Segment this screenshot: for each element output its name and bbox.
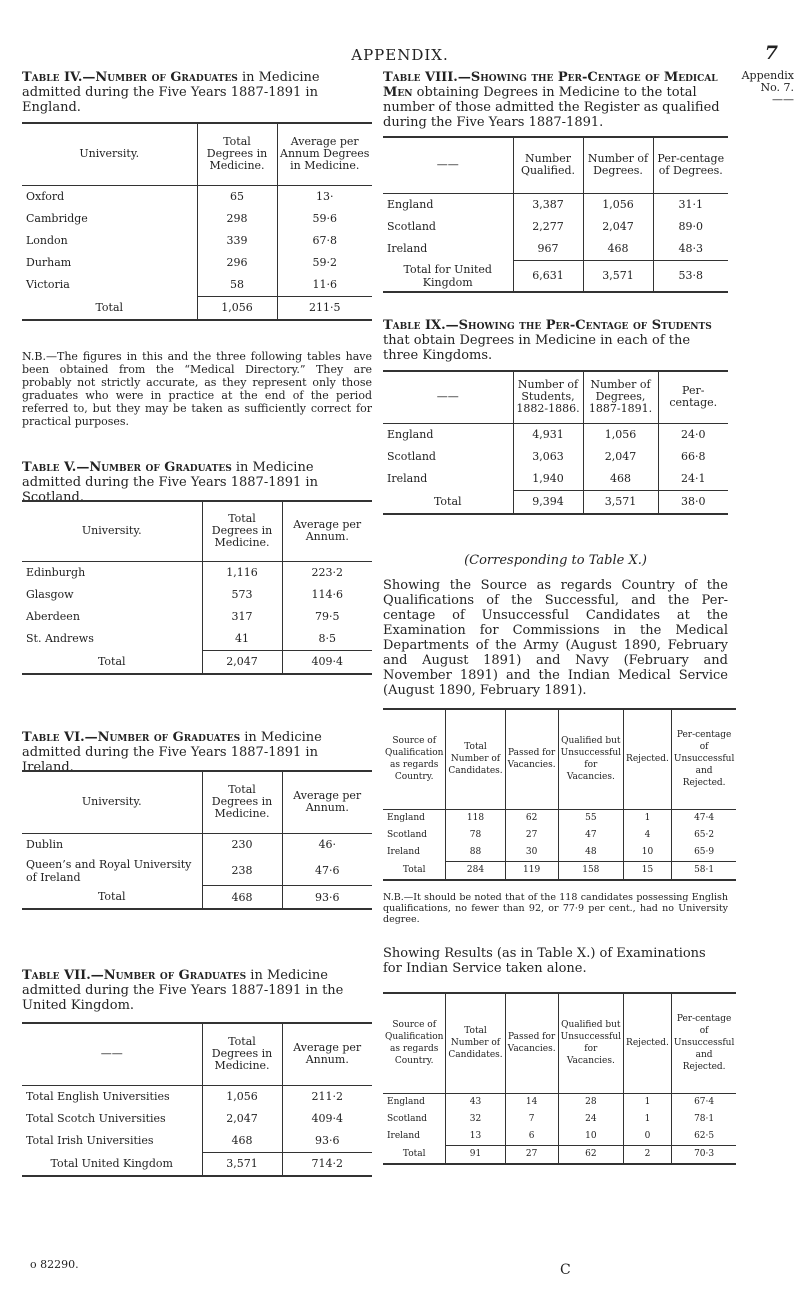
- page-header-appendix: APPENDIX.: [351, 46, 449, 64]
- table-row: [22, 628, 372, 651]
- column-header: University.: [22, 501, 202, 561]
- table-row: [22, 1108, 372, 1130]
- table-cell: 24·0: [658, 423, 728, 446]
- table-cell: 62: [505, 809, 558, 827]
- table-cell: 38·0: [658, 490, 728, 514]
- column-header: Total Number of Candidates.: [446, 993, 505, 1093]
- table5-caption-rest: in Medicine admitted during the Five Years 1887-1891 in Scotland.: [22, 460, 318, 505]
- table-cell: 67·4: [671, 1093, 736, 1111]
- table-cell: 67·8: [277, 230, 372, 252]
- table-cell: 573: [202, 584, 282, 606]
- table-cell: 468: [202, 886, 282, 910]
- table-cell: 119: [505, 861, 558, 880]
- table-cell: 48·3: [653, 238, 728, 261]
- column-header: ——: [383, 371, 513, 423]
- table-cell: England: [387, 813, 425, 823]
- table-cell: 62: [558, 1145, 623, 1164]
- showing-source-text: Showing the Source as regards Country of the Qualifications of the Successful, and the Per-centage of Unsuccessful Candidates at the Examination for Commissions in the Medical Departments of the Army (August 1890, February and August 1891) and Navy (February and November 1891) and the Indian Medical Service (August 1890, February 1891).: [383, 578, 728, 698]
- table-cell: Total Irish Universities: [26, 1134, 154, 1148]
- table-cell: 58: [197, 274, 277, 297]
- table-cell: Durham: [26, 256, 72, 269]
- column-header: Rejected.: [624, 709, 672, 809]
- table-cell: 1,056: [197, 296, 277, 320]
- table-cell: Ireland: [387, 242, 428, 256]
- table-cell: 10: [624, 844, 672, 862]
- table-cell: 7: [505, 1111, 558, 1128]
- table-total-row: [383, 490, 728, 514]
- table-cell: 3,063: [513, 446, 583, 468]
- table-cell: 2,277: [513, 216, 583, 238]
- table-row: [383, 844, 736, 862]
- table9-caption-rest: that obtain Degrees in Medicine in each of the three Kingdoms.: [383, 333, 691, 363]
- table-cell: 3,571: [583, 490, 658, 514]
- table-total-row: [22, 296, 372, 320]
- table7-caption-label: Table VII.—Number of Graduates: [22, 968, 247, 983]
- table10b: [383, 992, 736, 1165]
- table-cell: England: [387, 1097, 425, 1107]
- table5: [22, 500, 372, 675]
- column-header: Number of Students, 1882-1886.: [513, 371, 583, 423]
- table4: [22, 122, 372, 321]
- table-row: [22, 1130, 372, 1153]
- table-header-row: [383, 137, 728, 193]
- table-cell: 1,056: [583, 193, 653, 216]
- table-cell: 967: [513, 238, 583, 261]
- table-row: [383, 193, 728, 216]
- side-label-line2: No. 7.: [760, 81, 794, 94]
- column-header: Average per Annum.: [282, 771, 372, 833]
- table-cell: 409·4: [282, 650, 372, 674]
- print-code: o 82290.: [30, 1258, 79, 1271]
- table-cell: Total: [433, 494, 462, 508]
- table-cell: 65·2: [671, 827, 736, 844]
- table-cell: 714·2: [282, 1152, 372, 1176]
- table-cell: 230: [202, 833, 282, 856]
- table-cell: 118: [446, 809, 505, 827]
- table-row: [383, 238, 728, 261]
- table8-caption-label: Table VIII.—Showing the Per-Centage of Medical Men: [383, 70, 718, 100]
- note-medical-directory: N.B.—The figures in this and the three following tables have been obtained from the “Medical Directory.” They are probably not strictly accurate, as they represent only those graduates who were in practice at the end of the period referred to, but they may be taken as sufficiently correct for practical purposes.: [22, 350, 372, 428]
- table-cell: 8·5: [282, 628, 372, 651]
- table-header-row: [383, 709, 736, 809]
- table-header-row: [22, 501, 372, 561]
- table-cell: Scotland: [387, 450, 436, 463]
- table-cell: 32: [446, 1111, 505, 1128]
- table-cell: 30: [505, 844, 558, 862]
- table-cell: 93·6: [282, 886, 372, 910]
- table-cell: 41: [202, 628, 282, 651]
- table-cell: 2: [624, 1145, 672, 1164]
- column-header: Total Degrees in Medicine.: [202, 501, 282, 561]
- table-cell: 24·1: [658, 468, 728, 491]
- column-header: Total Degrees in Medicine.: [197, 123, 277, 185]
- table-cell: 468: [202, 1130, 282, 1153]
- table-header-row: [22, 1023, 372, 1085]
- table-cell: 211·5: [277, 296, 372, 320]
- table5-caption-label: Table V.—Number of Graduates: [22, 460, 232, 475]
- table-cell: 317: [202, 606, 282, 628]
- table-cell: 339: [197, 230, 277, 252]
- table-cell: Glasgow: [26, 588, 74, 601]
- table-cell: 55: [558, 809, 623, 827]
- table-cell: 59·6: [277, 208, 372, 230]
- table-header-row: [22, 771, 372, 833]
- table-row: [383, 827, 736, 844]
- table-cell: 238: [202, 856, 282, 886]
- table-cell: Total: [95, 300, 124, 314]
- table-cell: 468: [583, 468, 658, 491]
- table-cell: 10: [558, 1128, 623, 1146]
- column-header: Total Degrees in Medicine.: [202, 1023, 282, 1085]
- page-number: 7: [764, 42, 778, 64]
- column-header: Average per Annum Degrees in Medicine.: [277, 123, 372, 185]
- table10a: [383, 708, 736, 881]
- table-cell: Ireland: [387, 847, 420, 858]
- table-cell: 13·: [277, 185, 372, 208]
- table-cell: 1,116: [202, 561, 282, 584]
- table4-caption-rest: in Medicine admitted during the Five Years 1887-1891 in England.: [22, 70, 320, 115]
- table4-caption-label: Table IV.—Number of Graduates: [22, 70, 238, 85]
- table-cell: Victoria: [26, 278, 70, 292]
- column-header: Per-centage of Unsuccessful and Rejected.: [671, 993, 736, 1093]
- table-cell: 2,047: [202, 1108, 282, 1130]
- column-header: University.: [22, 123, 197, 185]
- table-row: [383, 216, 728, 238]
- table-cell: 65·9: [671, 844, 736, 862]
- table-row: [22, 230, 372, 252]
- table-cell: 296: [197, 252, 277, 274]
- table-cell: 6: [505, 1128, 558, 1146]
- table-cell: Aberdeen: [26, 610, 80, 623]
- table-cell: 27: [505, 827, 558, 844]
- column-header: University.: [22, 771, 202, 833]
- side-label-line1: Appendix: [741, 69, 794, 82]
- table-row: [22, 606, 372, 628]
- table-total-row: [22, 886, 372, 910]
- table-row: [383, 1111, 736, 1128]
- table-row: [22, 584, 372, 606]
- table9-caption: [383, 318, 728, 363]
- table7-caption: [22, 968, 372, 1013]
- table-cell: Total for United Kingdom: [403, 262, 492, 289]
- column-header: Qualified but Unsuccessful for Vacancies.: [558, 709, 623, 809]
- table-cell: Cambridge: [26, 212, 88, 225]
- table-row: [22, 185, 372, 208]
- table-cell: 468: [583, 238, 653, 261]
- table-header-row: [383, 993, 736, 1093]
- table-cell: Ireland: [387, 472, 428, 486]
- column-header: Total Number of Candidates.: [446, 709, 505, 809]
- table-cell: 1: [624, 1093, 672, 1111]
- table-row: [22, 833, 372, 856]
- table-cell: 70·3: [671, 1145, 736, 1164]
- table-cell: 31·1: [653, 193, 728, 216]
- table-cell: 62·5: [671, 1128, 736, 1146]
- corresponding-heading: (Corresponding to Table X.): [464, 553, 647, 568]
- table-cell: 2,047: [202, 650, 282, 674]
- table-row: [22, 208, 372, 230]
- table-row: [383, 809, 736, 827]
- column-header: Source of Qualification as regards Country.: [383, 709, 446, 809]
- table-cell: 78·1: [671, 1111, 736, 1128]
- table-cell: Total: [402, 864, 426, 875]
- table-cell: 158: [558, 861, 623, 880]
- table-cell: 4,931: [513, 423, 583, 446]
- column-header: Rejected.: [624, 993, 672, 1093]
- table-cell: 59·2: [277, 252, 372, 274]
- signature-mark: C: [560, 1262, 571, 1278]
- table-row: [22, 252, 372, 274]
- table-cell: 1,056: [202, 1085, 282, 1108]
- table-cell: 47·4: [671, 809, 736, 827]
- column-header: ——: [383, 137, 513, 193]
- table-total-row: [383, 260, 728, 292]
- table9: [383, 370, 728, 515]
- table9-caption-label: Table IX.—Showing the Per-Centage of Students: [383, 318, 712, 333]
- table-cell: Edinburgh: [26, 566, 86, 579]
- table-cell: 47·6: [282, 856, 372, 886]
- table-row: [383, 1093, 736, 1111]
- table-cell: St. Andrews: [26, 632, 94, 646]
- column-header: Qualified but Unsuccessful for Vacancies.: [558, 993, 623, 1093]
- table-total-row: [22, 650, 372, 674]
- table8-caption-rest: obtaining Degrees in Medicine to the total number of those admitted the Register as qualified during the Five Years 1887-1891.: [383, 85, 720, 130]
- table-row: [383, 1128, 736, 1146]
- table-cell: 53·8: [653, 260, 728, 292]
- table-cell: Total: [97, 654, 126, 668]
- column-header: Passed for Vacancies.: [505, 709, 558, 809]
- side-label-line3: ——: [772, 93, 794, 106]
- table-cell: 48: [558, 844, 623, 862]
- table-header-row: [383, 371, 728, 423]
- table-cell: 0: [624, 1128, 672, 1146]
- column-header: Average per Annum.: [282, 501, 372, 561]
- table-cell: 65: [197, 185, 277, 208]
- table-cell: 298: [197, 208, 277, 230]
- table-cell: 1: [624, 809, 672, 827]
- table-cell: 93·6: [282, 1130, 372, 1153]
- table-cell: Total United Kingdom: [50, 1156, 173, 1170]
- column-header: Number of Degrees.: [583, 137, 653, 193]
- column-header: Per-centage.: [658, 371, 728, 423]
- table-cell: 43: [446, 1093, 505, 1111]
- table6-caption-label: Table VI.—Number of Graduates: [22, 730, 241, 745]
- table6-caption: [22, 730, 372, 775]
- table-total-row: [383, 861, 736, 880]
- table-cell: 409·4: [282, 1108, 372, 1130]
- table-cell: 1,940: [513, 468, 583, 491]
- table-cell: 78: [446, 827, 505, 844]
- column-header: Total Degrees in Medicine.: [202, 771, 282, 833]
- table-row: [383, 423, 728, 446]
- table-cell: 91: [446, 1145, 505, 1164]
- table-cell: Total: [402, 1148, 426, 1159]
- table-cell: Dublin: [26, 838, 64, 851]
- table-cell: 15: [624, 861, 672, 880]
- table5-caption: [22, 460, 372, 505]
- table-cell: 1: [624, 1111, 672, 1128]
- table-total-row: [22, 1152, 372, 1176]
- column-header: Passed for Vacancies.: [505, 993, 558, 1093]
- table-cell: 89·0: [653, 216, 728, 238]
- table-cell: 4: [624, 827, 672, 844]
- table-cell: 27: [505, 1145, 558, 1164]
- table7-caption-rest: in Medicine admitted during the Five Years 1887-1891 in the United Kingdom.: [22, 968, 344, 1013]
- table-row: [383, 446, 728, 468]
- column-header: ——: [22, 1023, 202, 1085]
- note-english-qualifications: N.B.—It should be noted that of the 118 candidates possessing English qualifications, no fewer than 92, or 77·9 per cent., had no University degree.: [383, 892, 728, 925]
- table-cell: 66·8: [658, 446, 728, 468]
- table-cell: Scotland: [387, 1114, 428, 1124]
- table-cell: 3,571: [202, 1152, 282, 1176]
- table8-caption: [383, 70, 728, 130]
- showing-results-heading: Showing Results (as in Table X.) of Examinations for Indian Service taken alone.: [383, 946, 706, 976]
- table-cell: 2,047: [583, 216, 653, 238]
- table-cell: Ireland: [387, 1131, 420, 1142]
- table-cell: 47: [558, 827, 623, 844]
- table-cell: Oxford: [26, 190, 65, 203]
- table-row: [22, 561, 372, 584]
- table-cell: 3,571: [583, 260, 653, 292]
- column-header: Per-centage of Degrees.: [653, 137, 728, 193]
- table-cell: 114·6: [282, 584, 372, 606]
- table-cell: 13: [446, 1128, 505, 1146]
- table-cell: 58·1: [671, 861, 736, 880]
- column-header: Number Qualified.: [513, 137, 583, 193]
- table-cell: 88: [446, 844, 505, 862]
- table-cell: 284: [446, 861, 505, 880]
- table-cell: 9,394: [513, 490, 583, 514]
- table4-caption: [22, 70, 372, 115]
- table-cell: Queen’s and Royal University of Ireland: [26, 857, 192, 884]
- table-cell: 6,631: [513, 260, 583, 292]
- column-header: Number of Degrees, 1887-1891.: [583, 371, 658, 423]
- column-header: Per-centage of Unsuccessful and Rejected.: [671, 709, 736, 809]
- table-row: [22, 856, 372, 886]
- table-cell: 28: [558, 1093, 623, 1111]
- table-row: [22, 274, 372, 297]
- table-cell: London: [26, 234, 68, 247]
- column-header: Source of Qualification as regards Country.: [383, 993, 446, 1093]
- table-cell: 79·5: [282, 606, 372, 628]
- table-cell: Total English Universities: [26, 1090, 170, 1103]
- table-cell: 14: [505, 1093, 558, 1111]
- column-header: Average per Annum.: [282, 1023, 372, 1085]
- table-cell: 1,056: [583, 423, 658, 446]
- table6-caption-rest: in Medicine admitted during the Five Years 1887-1891 in Ireland.: [22, 730, 322, 775]
- table-cell: 3,387: [513, 193, 583, 216]
- table-total-row: [383, 1145, 736, 1164]
- table-header-row: [22, 123, 372, 185]
- table-cell: England: [387, 428, 434, 441]
- table6: [22, 770, 372, 910]
- table-row: [383, 468, 728, 491]
- table-cell: Scotland: [387, 220, 436, 233]
- table-cell: 2,047: [583, 446, 658, 468]
- table-cell: Total: [97, 890, 126, 904]
- table-cell: Scotland: [387, 830, 428, 840]
- table7: [22, 1022, 372, 1177]
- table-cell: England: [387, 198, 434, 211]
- table-cell: 46·: [282, 833, 372, 856]
- table8: [383, 136, 728, 293]
- table-cell: 11·6: [277, 274, 372, 297]
- table-row: [22, 1085, 372, 1108]
- appendix-side-label: [732, 70, 794, 106]
- table-cell: 24: [558, 1111, 623, 1128]
- table-cell: 211·2: [282, 1085, 372, 1108]
- table-cell: Total Scotch Universities: [26, 1112, 166, 1125]
- table-cell: 223·2: [282, 561, 372, 584]
